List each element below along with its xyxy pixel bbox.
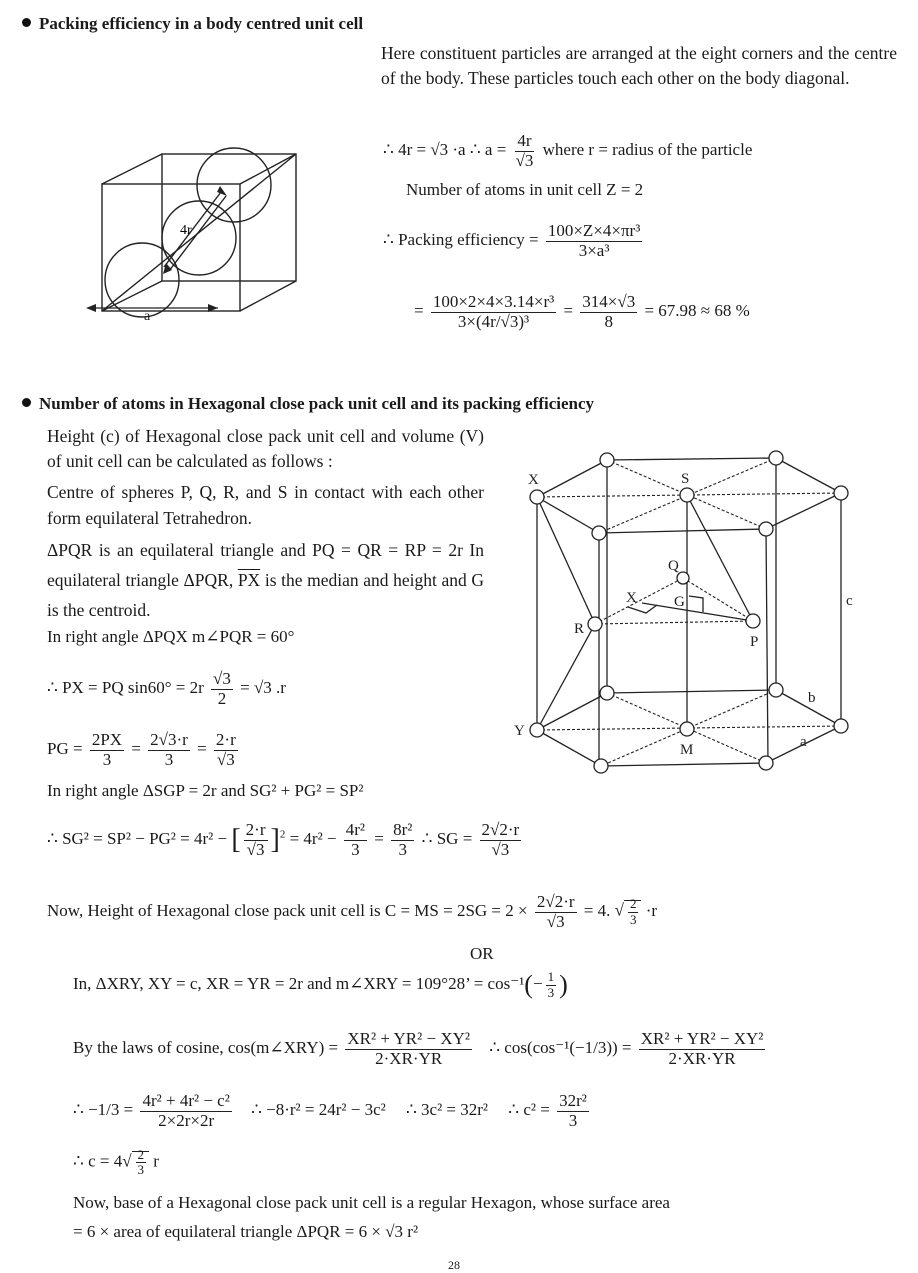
label-q: Q <box>668 558 679 574</box>
label-a: a <box>800 734 807 750</box>
arrow-head-icon <box>163 263 172 274</box>
c-squared-derivation: ∴ −1/3 = $\frac{\text{4r² + 4r² − c²}}{2\times 2r\times 2r}$ ∴ −8·r² = 24r² − 3c² ∴ 3c² = 32r² ∴ c² = $\frac{\text{32r²}}{3}$ <box>73 1091 587 1130</box>
section-heading-hcp <box>22 394 594 414</box>
atom-sphere <box>197 148 271 222</box>
packing-efficiency-calc: = $\frac{\text{100×2×4×3.14×r³}}{\text{3×(4r/√3)³}}$ = $\frac{314\times√3}{8}$ = 67.98 ≈ 68 % <box>414 292 750 331</box>
atom-node <box>600 453 614 467</box>
hcp-para2: Centre of spheres P, Q, R, and S in contact with each other form equilateral Tetrahedron. <box>47 482 484 528</box>
atom-node <box>769 451 783 465</box>
bcc-cube-diagram <box>78 130 308 325</box>
atom-node-y <box>530 723 544 737</box>
atom-node <box>592 526 606 540</box>
hcp-para3: ΔPQR is an equilateral triangle and PQ = QR = RP = 2r In equilateral triangle ΔPQR, $\overline{PX}$ is the median and height and G is the centroid. <box>47 540 485 620</box>
atom-node-m <box>680 722 694 736</box>
atom-sphere <box>105 243 179 317</box>
sgp-line: In right angle ΔSGP = 2r and SG² + PG² = SP² <box>47 781 364 800</box>
label-g: G <box>674 594 685 610</box>
atom-node <box>759 756 773 770</box>
bcc-intro: Here constituent particles are arranged at the eight corners and the centre of the body. These particles touch each other on the body diagonal. <box>381 43 897 88</box>
hcp-para4: In right angle ΔPQX m∠PQR = 60° <box>47 627 295 646</box>
c-result: ∴ c = 4√ $\frac{2}{3}$ r <box>73 1147 159 1178</box>
hcp-unit-cell-diagram <box>500 440 918 780</box>
label-p: P <box>750 634 759 650</box>
atom-sphere <box>162 201 236 275</box>
heading-text: Number of atoms in Hexagonal close pack unit cell and its packing efficiency <box>39 394 595 413</box>
px-equation: ∴ PX = PQ sin60° = 2r $\frac{√3}{2}$ = √3 .r <box>47 669 286 708</box>
area-line: = 6 × area of equilateral triangle ΔPQR = 6 × √3 r² <box>73 1222 419 1241</box>
atom-node <box>834 719 848 733</box>
or-label: OR <box>470 944 494 963</box>
page-number: 28 <box>448 1258 460 1272</box>
edge-label-a: a <box>144 309 151 324</box>
label-m: M <box>680 742 694 758</box>
diag-label-4r: 4r <box>180 223 192 238</box>
height-equation: Now, Height of Hexagonal close pack unit cell is C = MS = 2SG = 2 × $\frac{2√2\cdot r}{√3}$ = 4. √ $\frac{2}{3}$ ·r <box>47 892 658 931</box>
section-heading-bcc <box>22 14 363 34</box>
hcp-para1: Height (c) of Hexagonal close pack unit cell and volume (V) of unit cell can be calculated as follows : <box>47 426 484 471</box>
heading-text: Packing efficiency in a body centred unit cell <box>39 14 364 33</box>
sg-equation: ∴ SG² = SP² − PG² = 4r² − [ $\frac{2\cdot r}{√3}$ ]$^2$ = 4r² − $\frac{\text{4r²}}{3}$ = $\frac{\text{8r²}}{3}$ ∴ SG = $\frac{2√2\cdot r}{√3}$ <box>47 820 520 859</box>
bullet-icon <box>22 398 31 407</box>
atom-node <box>594 759 608 773</box>
atom-node-r <box>588 617 602 631</box>
label-c: c <box>846 593 853 609</box>
label-r: R <box>574 621 585 637</box>
atom-node <box>759 522 773 536</box>
label-s: S <box>681 471 690 487</box>
atom-node <box>834 486 848 500</box>
bullet-icon <box>22 18 31 27</box>
pg-equation: PG = $\frac{2PX}{3}$ = $\frac{2√3\cdot r}{3}$ = $\frac{2\cdot r}{√3}$ <box>47 730 236 769</box>
cube-front-face <box>102 184 240 311</box>
base-line: Now, base of a Hexagonal close pack unit cell is a regular Hexagon, whose surface area <box>73 1193 670 1212</box>
atom-node <box>769 683 783 697</box>
atom-node-x <box>530 490 544 504</box>
label-x-top: X <box>528 472 539 488</box>
label-b: b <box>808 690 816 706</box>
xry-line: In, ΔXRY, XY = c, XR = YR = 2r and m∠XRY = 109°28’ = cos⁻¹(− $\frac{1}{3}$ ) <box>73 969 568 1000</box>
packing-efficiency-result: = 67.98 ≈ 68 % <box>644 301 750 321</box>
packing-efficiency-formula: ∴ Packing efficiency = $\frac{\text{100×Z×4×πr³}}{\text{3×a³}}$ <box>383 221 641 260</box>
arrow-left-icon <box>86 304 96 312</box>
label-x-mid: X <box>626 590 637 606</box>
atom-node-p <box>746 614 760 628</box>
label-y: Y <box>514 723 525 739</box>
bcc-eq1: ∴ 4r = √3 ·a ∴ a = $\frac{4r}{√3}$ where r = radius of the particle <box>383 131 753 170</box>
atom-node <box>600 686 614 700</box>
cosine-law-equation: By the laws of cosine, cos(m∠XRY) = $\frac{\text{XR² + YR² − XY²}}{2\cdot XR\cdot YR}$ ∴ cos(cos⁻¹(−1/3)) = $\frac{\text{XR² + YR² − XY²}}{2\cdot XR\cdot YR}$ <box>73 1029 764 1068</box>
z-line: Number of atoms in unit cell Z = 2 <box>406 180 644 199</box>
atom-node-s <box>680 488 694 502</box>
